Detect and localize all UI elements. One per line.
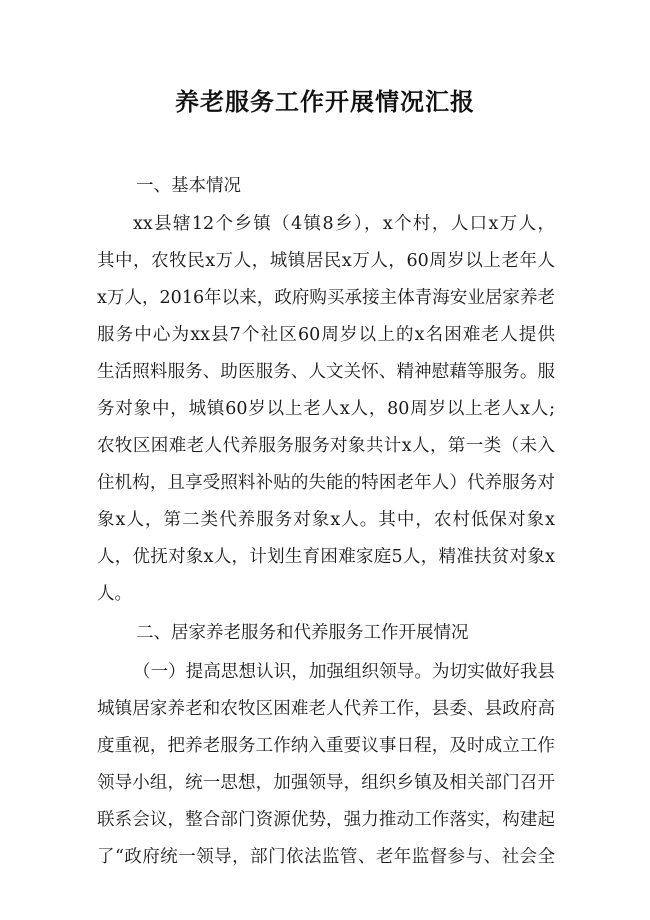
section-heading-services: 二、居家养老服务和代养服务工作开展情况 xyxy=(136,623,469,643)
paragraph-line: xx县辖12个乡镇（4镇8乡），x个村，人口x万人， xyxy=(133,214,555,234)
paragraph-line: 城镇居家养老和农牧区困难老人代养工作，县委、县政府高 xyxy=(97,699,555,719)
paragraph-line: 领导小组，统一思想，加强领导，组织乡镇及相关部门召开 xyxy=(97,773,555,793)
paragraph-line: 人，优抚对象x人，计划生育困难家庭5人，精准扶贫对象x xyxy=(97,547,555,567)
paragraph-line: 务对象中，城镇60岁以上老人x人，80周岁以上老人x人; xyxy=(97,399,555,419)
paragraph-line: 其中，农牧民x万人，城镇居民x万人，60周岁以上老年人 xyxy=(97,251,555,271)
document-title: 养老服务工作开展情况汇报 xyxy=(175,87,475,116)
section-heading-basic: 一、基本情况 xyxy=(136,176,241,196)
paragraph-line: 联系会议，整合部门资源优势，强力推动工作落实，构建起 xyxy=(97,810,555,830)
paragraph-line: 了“政府统一领导，部门依法监管、老年监督参与、社会全 xyxy=(97,847,555,867)
paragraph-line: （一）提高思想认识，加强组织领导。为切实做好我县 xyxy=(133,662,555,682)
paragraph-line: 人。 xyxy=(97,584,132,604)
paragraph-line: 度重视，把养老服务工作纳入重要议事日程，及时成立工作 xyxy=(97,736,555,756)
paragraph-line: 象x人，第二类代养服务对象x人。其中，农村低保对象x xyxy=(97,510,555,530)
paragraph-line: 农牧区困难老人代养服务服务对象共计x人，第一类（未入 xyxy=(97,436,555,456)
paragraph-line: x万人，2016年以来，政府购买承接主体青海安业居家养老 xyxy=(97,288,555,308)
paragraph-line: 生活照料服务、助医服务、人文关怀、精神慰藉等服务。服 xyxy=(97,362,555,382)
paragraph-line: 住机构，且享受照料补贴的失能的特困老年人）代养服务对 xyxy=(97,473,555,493)
paragraph-line: 服务中心为xx县7个社区60周岁以上的x名困难老人提供 xyxy=(97,325,555,345)
